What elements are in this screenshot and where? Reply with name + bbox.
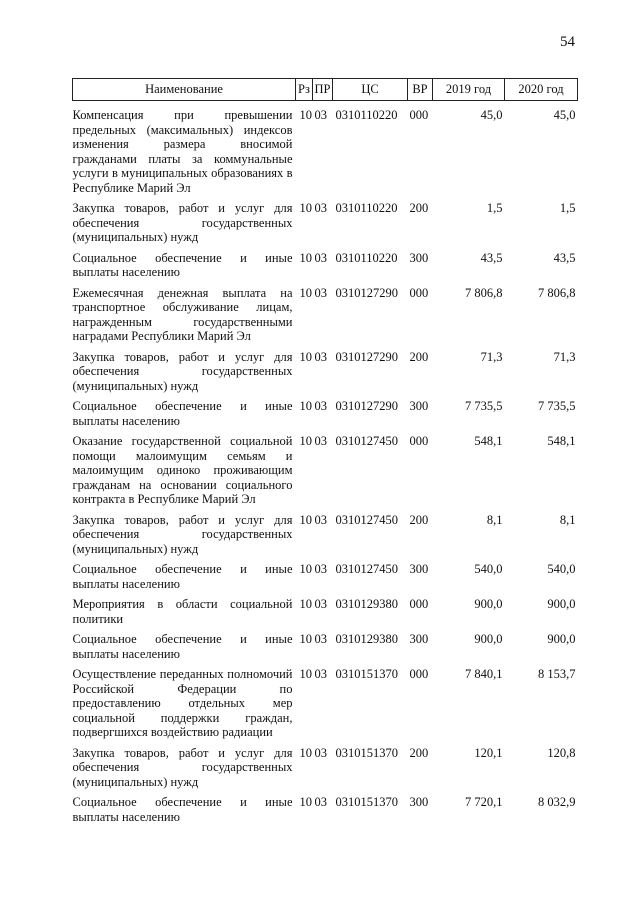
row-amount-2019: 7 735,5: [465, 399, 503, 413]
header-name: Наименование: [73, 79, 296, 101]
row-amount-2019: 45,0: [480, 108, 503, 122]
row-cs: 0310129380: [335, 597, 398, 611]
row-cs: 0310110220: [335, 201, 398, 215]
row-amount-2019: 8,1: [486, 512, 503, 527]
row-name: Закупка товаров, работ и услуг для обеспечения государственных (муниципальных) нужд: [72, 512, 293, 556]
row-vr: 000: [409, 597, 429, 611]
row-cs: 0310127450: [335, 562, 398, 576]
row-pr: 03: [314, 285, 327, 300]
row-rz: 10: [299, 562, 312, 576]
row-name: Социальное обеспечение и иные выплаты населению: [72, 632, 293, 661]
table-row: [73, 556, 578, 591]
row-rz: 10: [299, 597, 312, 611]
row-vr: 000: [409, 667, 429, 681]
row-cs: 0310127450: [335, 512, 398, 527]
table-row: [73, 740, 578, 790]
row-amount-2020: 45,0: [553, 108, 576, 122]
row-rz: 10: [299, 512, 312, 527]
row-rz: 10: [299, 399, 312, 413]
row-vr: 300: [409, 562, 429, 576]
row-rz: 10: [299, 795, 312, 809]
row-cs: 0310151370: [335, 745, 398, 760]
row-cs: 0310151370: [335, 667, 398, 681]
table-body: [73, 101, 578, 825]
table-row: [73, 661, 578, 740]
row-pr: 03: [314, 667, 327, 681]
row-name: Социальное обеспечение и иные выплаты населению: [72, 399, 293, 428]
row-rz: 10: [299, 667, 312, 681]
row-name: Оказание государственной социальной помощи малоимущим семьям и малоимущим одиноко проживающим гражданам на основании социального контракта в Республике Марий Эл: [72, 434, 293, 506]
row-rz: 10: [299, 745, 312, 760]
row-name: Ежемесячная денежная выплата на транспортное обслуживание лицам, награжденным государственными наградами Республики Марий Эл: [72, 285, 293, 343]
row-cs: 0310110220: [335, 108, 398, 122]
table-row: [73, 101, 578, 196]
row-pr: 03: [314, 201, 327, 215]
row-pr: 03: [314, 349, 327, 364]
row-vr: 300: [409, 795, 429, 809]
row-name: Мероприятия в области социальной политики: [72, 597, 293, 626]
row-rz: 10: [299, 250, 312, 265]
row-pr: 03: [314, 562, 327, 576]
header-rz: Рз: [296, 79, 313, 101]
row-cs: 0310127290: [335, 399, 398, 413]
row-vr: 000: [409, 285, 429, 300]
row-cs: 0310129380: [335, 632, 398, 646]
row-rz: 10: [299, 108, 312, 122]
row-vr: 200: [409, 349, 429, 364]
row-amount-2019: 900,0: [474, 597, 503, 611]
row-amount-2020: 1,5: [559, 201, 576, 215]
row-rz: 10: [299, 349, 312, 364]
row-amount-2020: 900,0: [547, 632, 576, 646]
row-pr: 03: [314, 512, 327, 527]
row-amount-2020: 540,0: [547, 562, 576, 576]
header-2019: 2019 год: [433, 79, 505, 101]
table-row: [73, 393, 578, 428]
row-vr: 300: [409, 399, 429, 413]
table-row: [73, 626, 578, 661]
header-vr: ВР: [408, 79, 433, 101]
table-row: [73, 245, 578, 280]
row-amount-2020: 7 735,5: [538, 399, 576, 413]
row-cs: 0310127450: [335, 434, 398, 448]
row-rz: 10: [299, 201, 312, 215]
row-name: Социальное обеспечение и иные выплаты населению: [72, 562, 293, 591]
row-amount-2020: 43,5: [553, 250, 576, 265]
table-header: [73, 79, 578, 101]
row-vr: 000: [409, 108, 429, 122]
row-amount-2020: 548,1: [547, 434, 576, 448]
row-rz: 10: [299, 632, 312, 646]
row-cs: 0310110220: [335, 250, 398, 265]
table-row: [73, 344, 578, 394]
row-pr: 03: [314, 632, 327, 646]
table-row: [73, 507, 578, 557]
table-row: [73, 280, 578, 344]
row-amount-2019: 540,0: [474, 562, 503, 576]
row-amount-2020: 71,3: [553, 349, 576, 364]
row-amount-2019: 71,3: [480, 349, 503, 364]
row-name: Осуществление переданных полномочий Российской Федерации по предоставлению отдельных мер социальной поддержки граждан, подвергшихся воздействию радиации: [72, 667, 293, 739]
row-vr: 300: [409, 632, 429, 646]
row-rz: 10: [299, 285, 312, 300]
row-vr: 300: [409, 250, 429, 265]
row-cs: 0310127290: [335, 285, 398, 300]
row-amount-2020: 120,8: [547, 745, 576, 760]
row-vr: 200: [409, 512, 429, 527]
row-amount-2019: 1,5: [486, 201, 503, 215]
row-amount-2019: 7 840,1: [465, 667, 503, 681]
row-amount-2020: 8 032,9: [538, 795, 576, 809]
table-row: [73, 591, 578, 626]
row-pr: 03: [314, 434, 327, 448]
row-name: Закупка товаров, работ и услуг для обеспечения государственных (муниципальных) нужд: [72, 745, 293, 789]
row-name: Социальное обеспечение и иные выплаты населению: [72, 250, 293, 279]
header-2020: 2020 год: [505, 79, 578, 101]
row-amount-2019: 7 720,1: [465, 795, 503, 809]
table-row: [73, 195, 578, 245]
budget-table: [72, 78, 578, 824]
row-amount-2020: 8,1: [559, 512, 576, 527]
row-amount-2019: 120,1: [474, 745, 503, 760]
row-amount-2019: 900,0: [474, 632, 503, 646]
row-pr: 03: [314, 795, 327, 809]
row-vr: 200: [409, 201, 429, 215]
table-row: [73, 789, 578, 824]
row-rz: 10: [299, 434, 312, 448]
page-number: 54: [560, 34, 575, 50]
row-vr: 200: [409, 745, 429, 760]
table-row: [73, 428, 578, 507]
header-pr: ПР: [313, 79, 333, 101]
row-vr: 000: [409, 434, 429, 448]
row-pr: 03: [314, 108, 327, 122]
row-amount-2019: 548,1: [474, 434, 503, 448]
row-cs: 0310151370: [335, 795, 398, 809]
row-amount-2019: 43,5: [480, 250, 503, 265]
row-pr: 03: [314, 250, 327, 265]
row-amount-2019: 7 806,8: [465, 285, 503, 300]
row-name: Компенсация при превышении предельных (максимальных) индексов изменения размера вносимой гражданами платы за коммунальные услуги в муниципальных образованиях в Республике Марий Эл: [72, 108, 293, 195]
row-name: Закупка товаров, работ и услуг для обеспечения государственных (муниципальных) нужд: [72, 201, 293, 244]
row-pr: 03: [314, 399, 327, 413]
row-name: Социальное обеспечение и иные выплаты населению: [72, 795, 293, 824]
header-cs: ЦС: [333, 79, 408, 101]
row-pr: 03: [314, 597, 327, 611]
row-name: Закупка товаров, работ и услуг для обеспечения государственных (муниципальных) нужд: [72, 349, 293, 393]
row-pr: 03: [314, 745, 327, 760]
row-cs: 0310127290: [335, 349, 398, 364]
row-amount-2020: 8 153,7: [538, 667, 576, 681]
row-amount-2020: 7 806,8: [538, 285, 576, 300]
row-amount-2020: 900,0: [547, 597, 576, 611]
